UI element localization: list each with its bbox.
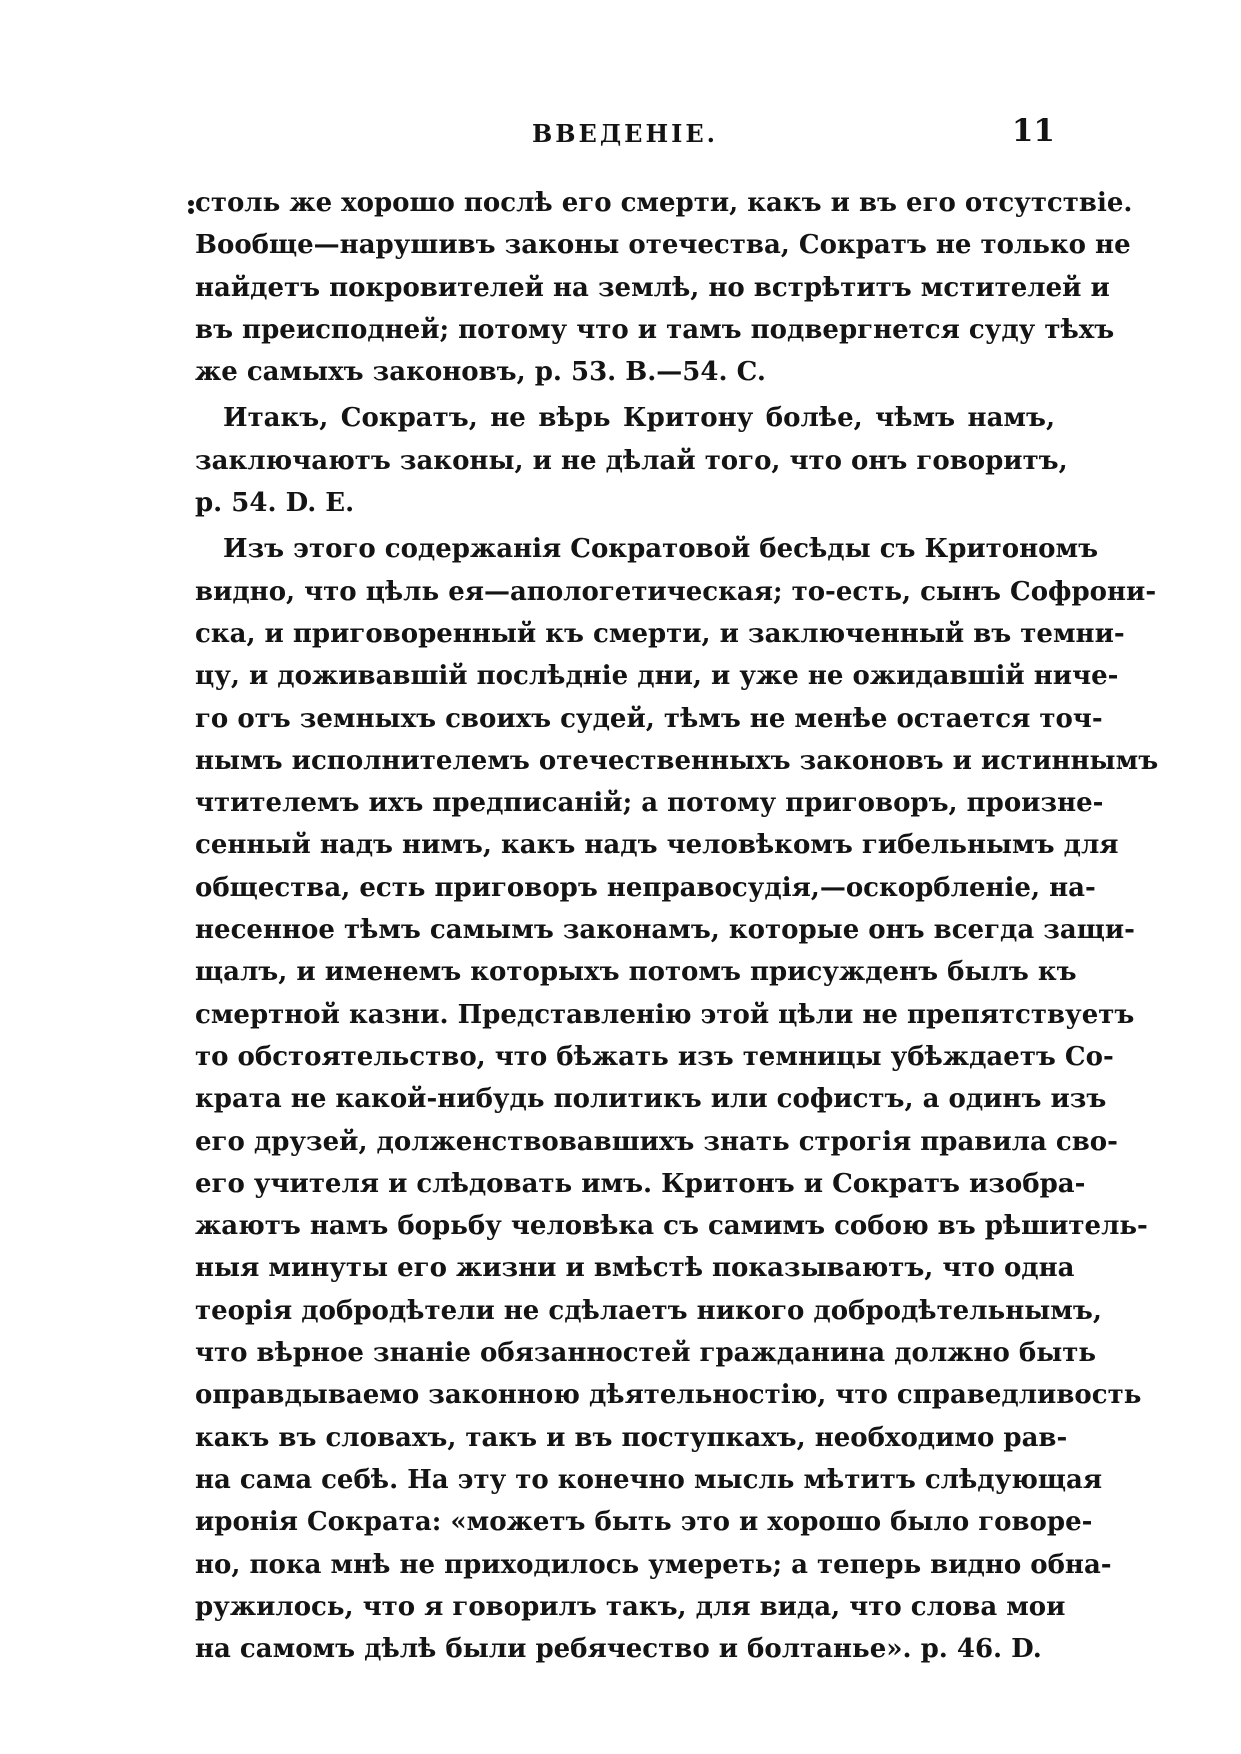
- text-line: цу, и доживавшій послѣдніе дни, и уже не ожидавшій ниче-: [195, 661, 1119, 692]
- margin-dot-mark: [188, 208, 194, 214]
- text-line: p. 54. D. E.: [195, 488, 355, 519]
- text-line: ска, и приговоренный къ смерти, и заключенный въ темни-: [195, 618, 1125, 649]
- text-line: ныя минуты его жизни и вмѣстѣ показываютъ, что одна: [195, 1253, 1075, 1284]
- body-text: [195, 182, 1159, 1670]
- text-line: столь же хорошо послѣ его смерти, какъ и въ его отсутствіе.: [195, 188, 1133, 218]
- text-line: найдетъ покровителей на землѣ, но встрѣтитъ мстителей и: [195, 272, 1110, 303]
- text-line: несенное тѣмъ самымъ законамъ, которые онъ всегда защи-: [195, 915, 1135, 946]
- text-line: смертной казни. Представленію этой цѣли не препятствуетъ: [195, 999, 1135, 1030]
- text-line: щалъ, и именемъ которыхъ потомъ присужденъ былъ къ: [195, 957, 1077, 988]
- text-line: Итакъ, Сократъ, не вѣрь Критону болѣе, чѣмъ намъ,: [223, 403, 1055, 434]
- text-line: нымъ исполнителемъ отечественныхъ законовъ и истиннымъ: [195, 745, 1159, 776]
- text-line: то обстоятельство, что бѣжать изъ темницы убѣждаетъ Со-: [195, 1041, 1114, 1072]
- text-line: го отъ земныхъ своихъ судей, тѣмъ не менѣе остается точ-: [195, 703, 1103, 734]
- text-line: же самыхъ законовъ, p. 53. B.—54. C.: [195, 357, 766, 388]
- running-title: ВВЕДЕНІЕ.: [531, 119, 719, 148]
- text-line: теорія добродѣтели не сдѣлаетъ никого добродѣтельнымъ,: [195, 1295, 1102, 1326]
- text-line: заключаютъ законы, и не дѣлай того, что онъ говоритъ,: [195, 445, 1068, 476]
- text-line: его друзей, долженствовавшихъ знать строгія правила сво-: [195, 1126, 1118, 1157]
- text-line: общества, есть приговоръ неправосудія,—оскорбленіе, на-: [195, 872, 1096, 903]
- text-line: видно, что цѣль ея—апологетическая; то-есть, сынъ Софрони-: [195, 576, 1157, 607]
- text-line: жаютъ намъ борьбу человѣка съ самимъ собою въ рѣшитель-: [195, 1211, 1148, 1242]
- text-line: какъ въ словахъ, такъ и въ поступкахъ, необходимо рав-: [195, 1422, 1068, 1453]
- text-line: но, пока мнѣ не приходилось умереть; а теперь видно обна-: [195, 1549, 1112, 1580]
- text-line: что вѣрное знаніе обязанностей гражданина должно быть: [195, 1338, 1097, 1369]
- text-line: оправдываемо законною дѣятельностію, что справедливость: [195, 1380, 1142, 1411]
- text-line: крата не какой-нибудь политикъ или софистъ, а одинъ изъ: [195, 1084, 1107, 1115]
- margin-dot-mark: [188, 200, 194, 206]
- text-line: его учителя и слѣдовать имъ. Критонъ и Сократъ изобра-: [195, 1168, 1086, 1199]
- text-line: чтителемъ ихъ предписаній; а потому приговоръ, произне-: [195, 788, 1104, 819]
- text-line: въ преисподней; потому что и тамъ подвергнется суду тѣхъ: [195, 314, 1115, 345]
- page-number: 11: [1011, 113, 1055, 149]
- running-head: [195, 113, 1055, 153]
- text-line: Вообще—нарушивъ законы отечества, Сократъ не только не: [195, 230, 1131, 261]
- text-line: сенный надъ нимъ, какъ надъ человѣкомъ гибельнымъ для: [195, 830, 1119, 861]
- text-line: иронія Сократа: «можетъ быть это и хорошо было говоре-: [195, 1507, 1093, 1538]
- text-line: Изъ этого содержанія Сократовой бесѣды съ Критономъ: [223, 534, 1099, 565]
- text-line: ружилось, что я говорилъ такъ, для вида, что слова мои: [195, 1591, 1066, 1622]
- text-line: на самомъ дѣлѣ были ребячество и болтанье». p. 46. D.: [195, 1634, 1042, 1665]
- text-line: на сама себѣ. На эту то конечно мысль мѣтитъ слѣдующая: [195, 1464, 1103, 1495]
